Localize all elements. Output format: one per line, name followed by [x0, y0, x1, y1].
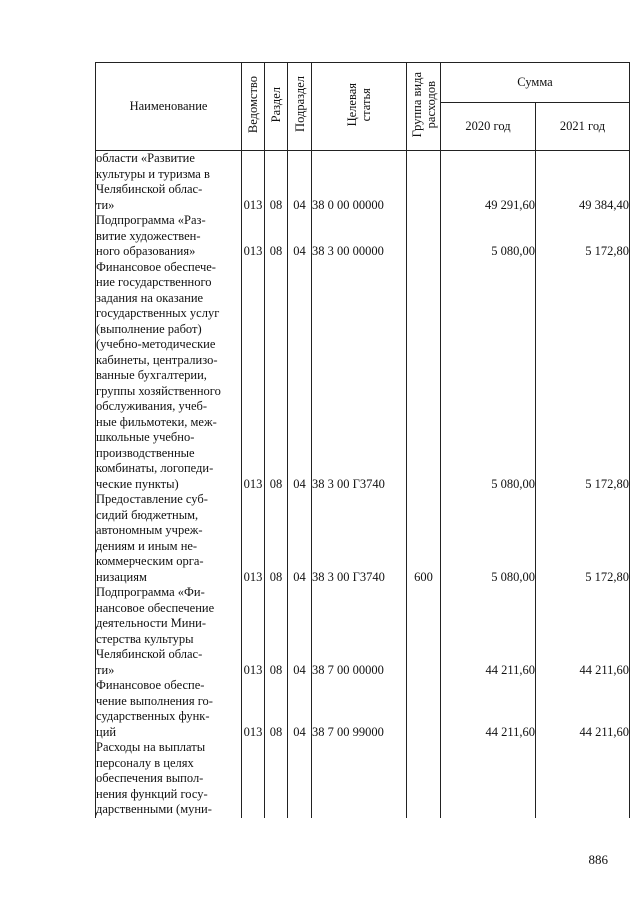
podrazdel-cell: 04: [288, 585, 312, 678]
table-row: [96, 151, 630, 214]
vedomstvo-cell: 013: [242, 260, 265, 493]
podrazdel-cell: 04: [288, 678, 312, 740]
vedomstvo-cell: 013: [242, 678, 265, 740]
podrazdel-cell: [288, 740, 312, 818]
amount-2021-cell: 44 211,60: [536, 585, 630, 678]
amount-2020-cell: 5 080,00: [441, 492, 536, 585]
amount-2020-cell: 44 211,60: [441, 678, 536, 740]
page-number: 886: [588, 852, 608, 867]
amount-2020-cell: 5 080,00: [441, 213, 536, 260]
podrazdel-cell: 04: [288, 260, 312, 493]
razdel-cell: [265, 740, 288, 818]
row-name: Финансовое обеспе- чение выполнения го- сударственных функ- ций: [96, 678, 242, 740]
table-row: [96, 740, 630, 818]
razdel-cell: 08: [265, 678, 288, 740]
gruppa-vida-cell: [407, 213, 441, 260]
header-podrazdel: Подраздел: [288, 63, 312, 151]
table-row: [96, 585, 630, 678]
header-razdel: Раздел: [265, 63, 288, 151]
celevaya-statya-cell: 38 7 00 99000: [312, 678, 407, 740]
gruppa-vida-cell: [407, 740, 441, 818]
header-vedomstvo: Ведомство: [242, 63, 265, 151]
amount-2020-cell: 44 211,60: [441, 585, 536, 678]
celevaya-statya-cell: [312, 740, 407, 818]
razdel-cell: 08: [265, 585, 288, 678]
amount-2021-cell: 44 211,60: [536, 678, 630, 740]
row-name: области «Развитие культуры и туризма в Челябинской облас- ти»: [96, 151, 242, 214]
celevaya-statya-cell: 38 3 00 00000: [312, 213, 407, 260]
amount-2021-cell: 5 172,80: [536, 492, 630, 585]
celevaya-statya-cell: 38 3 00 Г3740: [312, 260, 407, 493]
vedomstvo-cell: 013: [242, 151, 265, 214]
amount-2020-cell: 49 291,60: [441, 151, 536, 214]
table-row: [96, 213, 630, 260]
header-gruppa-vida: [407, 63, 441, 151]
vedomstvo-cell: [242, 740, 265, 818]
podrazdel-cell: 04: [288, 492, 312, 585]
amount-2021-cell: 5 172,80: [536, 260, 630, 493]
header-celevaya-statya: [312, 63, 407, 151]
header-year-2020: 2020 год: [441, 103, 536, 151]
table-body: [96, 151, 630, 818]
razdel-cell: 08: [265, 260, 288, 493]
vedomstvo-cell: 013: [242, 585, 265, 678]
razdel-cell: 08: [265, 151, 288, 214]
gruppa-vida-cell: [407, 260, 441, 493]
gruppa-vida-label: Группа вида расходов: [409, 71, 438, 137]
vedomstvo-cell: 013: [242, 213, 265, 260]
amount-2020-cell: 5 080,00: [441, 260, 536, 493]
razdel-cell: 08: [265, 492, 288, 585]
gruppa-vida-cell: [407, 585, 441, 678]
amount-2021-cell: 5 172,80: [536, 213, 630, 260]
row-name: Предоставление суб- сидий бюджетным, автономным учреж- дениям и иным не- коммерческим орга- низациям: [96, 492, 242, 585]
row-name: Расходы на выплаты персоналу в целях обеспечения выпол- нения функций госу- дарственными (муни-: [96, 740, 242, 818]
table-row: [96, 678, 630, 740]
row-name: Подпрограмма «Фи- нансовое обеспечение деятельности Мини- стерства культуры Челябинской облас- ти»: [96, 585, 242, 678]
amount-2021-cell: 49 384,40: [536, 151, 630, 214]
budget-table: [95, 62, 630, 818]
header-year-2021: 2021 год: [536, 103, 630, 151]
vedomstvo-cell: 013: [242, 492, 265, 585]
gruppa-vida-cell: [407, 678, 441, 740]
celevaya-statya-cell: 38 7 00 00000: [312, 585, 407, 678]
header-summa: Сумма: [441, 63, 630, 103]
razdel-cell: 08: [265, 213, 288, 260]
gruppa-vida-cell: [407, 151, 441, 214]
celevaya-statya-cell: 38 3 00 Г3740: [312, 492, 407, 585]
row-name: Подпрограмма «Раз- витие художествен- ного образования»: [96, 213, 242, 260]
table-row: [96, 492, 630, 585]
celevaya-statya-label: Целевая статья: [345, 82, 373, 126]
table-row: [96, 260, 630, 493]
header-name: Наименование: [96, 63, 242, 151]
amount-2021-cell: [536, 740, 630, 818]
row-name: Финансовое обеспече- ние государственного задания на оказание государственных услуг (выполнение работ) (учебно-методические кабинеты, централизо- ванные бухгалтерии, группы хозяйственного обслуживания, учеб- ные фильмотеки, меж- школьные учебно- производственные комбинаты, логопеди- ческие пункты): [96, 260, 242, 493]
gruppa-vida-cell: 600: [407, 492, 441, 585]
amount-2020-cell: [441, 740, 536, 818]
podrazdel-cell: 04: [288, 151, 312, 214]
celevaya-statya-cell: 38 0 00 00000: [312, 151, 407, 214]
podrazdel-cell: 04: [288, 213, 312, 260]
